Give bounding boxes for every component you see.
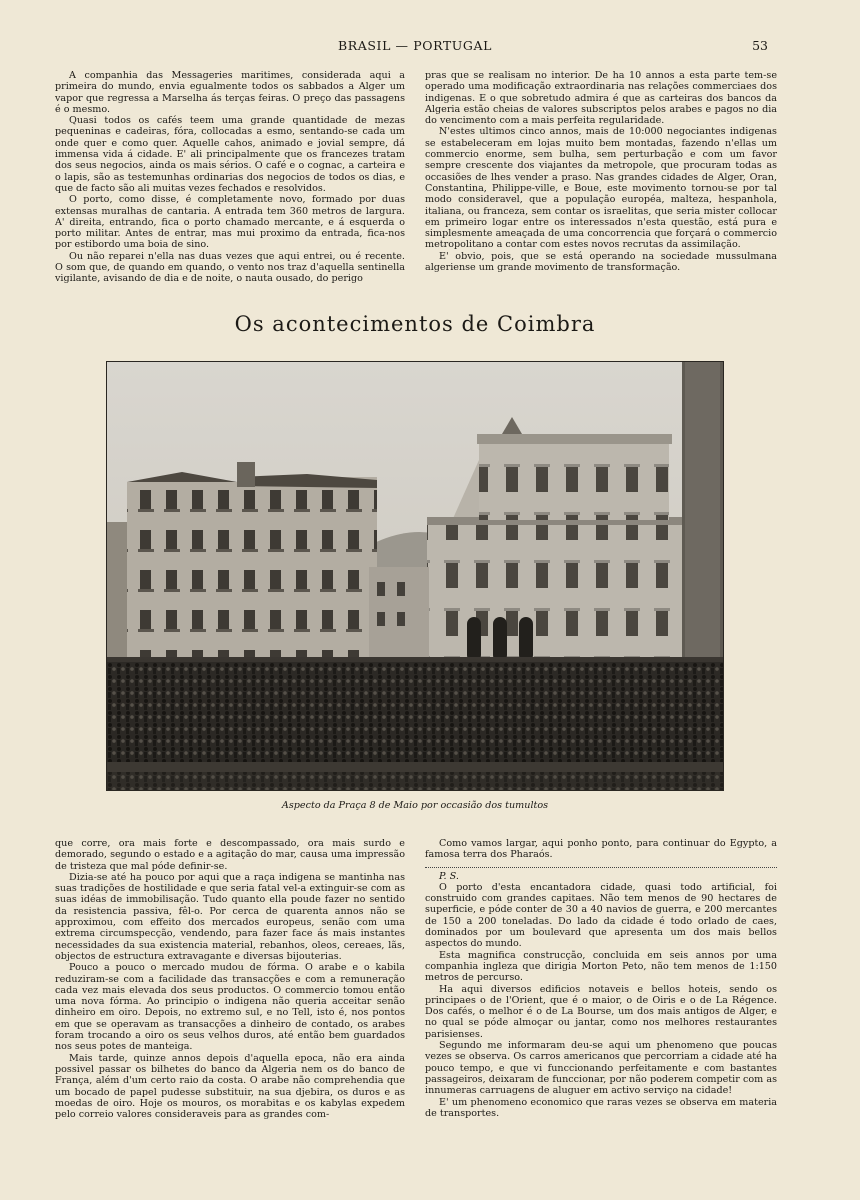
paragraph: Ou não reparei n'ella nas duas vezes que aqui entrei, ou é recente. O som que, de quando em quando, o vento nos traz d'aquella sentinella vigilante, avisando de dia e de noite, o nauta ousado, do perigo: [55, 250, 405, 285]
photograph-illustration: [107, 362, 723, 790]
paragraph: Mais tarde, quinze annos depois d'aquella epoca, não era ainda possivel passar os bilhetes do banco da Algeria nem os do banco de França, além d'um certo raio da costa. O arabe não comprehendia que um bocado de papel pudesse substituir, na sua djebira, os duros e as moedas de oiro. Hoje os mouros, os morabitas e os kabylas expedem pelo correio valores consideraveis para as grandes com-: [55, 1052, 405, 1121]
paragraph: que corre, ora mais forte e descompassado, ora mais surdo e demorado, segundo o estado e a agitação do mar, causa uma impressão de tristeza que mal póde definir-se.: [55, 838, 405, 872]
column-top-left: [55, 70, 405, 295]
paragraph: N'estes ultimos cinco annos, mais de 10:000 negociantes indigenas se estabeleceram em lojas muito bem montadas, fazendo n'ellas um commercio enorme, sem bulha, sem perturbação e com um favor sempre crescente dos viajantes da metropole, que procuram todas as occasiões de lhes vender a praso. Nas grandes cidades de Alger, Oran, Constantina, Philippe-ville, e Boue, este movimento tornou-se por tal modo consideravel, que a população européa, malteza, hespanhola, italiana, ou franceza, sem contar os israelitas, que seria mister collocar em primeiro logar entre os interessados n'esta questão, está pura e simplesmente ameaçada de uma concorrencia que forçará o commercio metropolitano a contar com estes novos recrutas da assimilação.: [425, 126, 777, 251]
paragraph: O porto, como disse, é completamente novo, formado por duas extensas muralhas de cantaria. A entrada tem 360 metros de largura. A' direita, entrando, fica o porto chamado mercante, e á esquerda o porto militar. Antes de entrar, mas mui proximo da entrada, fica-nos por estibordo uma boia de sino.: [55, 194, 405, 251]
column-bottom-left: [55, 838, 405, 1138]
running-head: [0, 38, 860, 56]
column-top-right: [425, 70, 777, 295]
paragraph: Esta magnifica construcção, concluida em seis annos por uma companhia ingleza que dirigia Morton Peto, não tem menos de 1:150 metros de percurso.: [425, 949, 777, 984]
photo-caption: Aspecto da Praça 8 de Maio por occasião dos tumultos: [281, 800, 549, 811]
ps-label: P. S.: [439, 870, 459, 882]
paragraph: O porto d'esta encantadora cidade, quasi todo artificial, foi construido com grandes capitaes. Não tem menos de 90 hectares de superficie, e póde conter de 30 a 40 navios de guerra, e 200 mercantes de 150 a 200 toneladas. Do lado da cidade é todo orlado de caes, dominados por um boulevard que apresenta um dos mais bellos aspectos do mundo.: [425, 881, 777, 950]
crowd-photograph: [106, 361, 724, 791]
column-bottom-right: [425, 838, 777, 1138]
paragraph: Como vamos largar, aqui ponho ponto, para continuar do Egypto, a famosa terra dos Pharaós.: [425, 838, 777, 861]
paragraph: A companhia das Messageries maritimes, considerada aqui a primeira do mundo, envia egualmente todos os sabbados a Alger um vapor que regressa a Marselha ás terças feiras. O preço das passagens é o mesmo.: [55, 70, 405, 115]
page-number: 53: [752, 38, 768, 53]
dotted-divider: [425, 862, 777, 868]
paragraph: Ha aqui diversos edificios notaveis e bellos hoteis, sendo os principaes o de l'Orient, que é o maior, o de Oiris e o de La Régence. Dos cafés, o melhor é o de La Bourse, um dos mais antigos de Alger, e no qual se póde almoçar ou jantar, como nos melhores restaurantes parisienses.: [425, 983, 777, 1040]
article-title: Os acontecimentos de Coimbra: [234, 312, 596, 336]
paragraph: E' obvio, pois, que se está operando na sociedade mussulmana algeriense um grande movimento de transformação.: [425, 250, 777, 274]
paragraph: pras que se realisam no interior. De ha 10 annos a esta parte tem-se operado uma modificação extraordinaria nas relações commerciaes dos indigenas. E o que sobretudo admira é que as carteiras dos bancos da Algeria estão cheias de valores subscriptos pelos arabes e pagos no dia do vencimento com a mais perfeita regularidade.: [425, 70, 777, 127]
running-title: BRASIL — PORTUGAL: [337, 38, 493, 53]
paragraph: E' um phenomeno economico que raras vezes se observa em materia de transportes.: [425, 1096, 777, 1119]
paragraph: Dizia-se até ha pouco por aqui que a raça indigena se mantinha nas suas tradições de hostilidade e que seria fatal vel-a extinguir-se com as suas idéas de immobilisação. Tudo quanto ella poude fazer no sentido da resistencia passiva, fêl-o. Por cerca de quarenta annos não se approximou, com effeito dos mercados europeus, senão com uma extrema circumspecção, vendendo, para fazer face ás mais instantes necessidades da sua existencia material, rebanhos, oleos, cereaes, lãs, objectos de estructura extravagante e diversas bijouterias.: [55, 871, 405, 962]
paragraph: Quasi todos os cafés teem uma grande quantidade de mezas pequeninas e cadeiras, fóra, collocadas a esmo, sentando-se cada um onde quer e como quer. Aquelle cahos, animado e jovial sempre, dá immensa vida á cidade. E' ali principalmente que os francezes tratam dos seus negocios, ainda os mais sérios. O café e o cognac, a carteira e o lapis, são as testemunhas ordinarias dos negocios de todos os dias, e que de facto são ali muitas vezes fechados e resolvidos.: [55, 115, 405, 194]
paragraph: Pouco a pouco o mercado mudou de fórma. O arabe e o kabila reduziram-se com a facilidade das transacções e com a remuneração cada vez mais elevada dos seus productos. O commercio tomou então uma nova fórma. Ao principio o indigena não queria acceitar senão dinheiro em oiro. Depois, no extremo sul, e no Tell, isto é, nos pontos em que se operavam as transacções a dinheiro de contado, os arabes foram trocando a oiro os seus velhos duros, até então bem guardados nos seus potes de manteiga.: [55, 962, 405, 1053]
paragraph: Segundo me informaram deu-se aqui um phenomeno que poucas vezes se observa. Os carros americanos que percorriam a cidade até ha pouco tempo, e que vi funccionando perfeitamente e com bastantes passageiros, deixaram de funccionar, por não poderem competir com as innumeras carruagens de aluguer em activo serviço na cidade!: [425, 1040, 777, 1097]
